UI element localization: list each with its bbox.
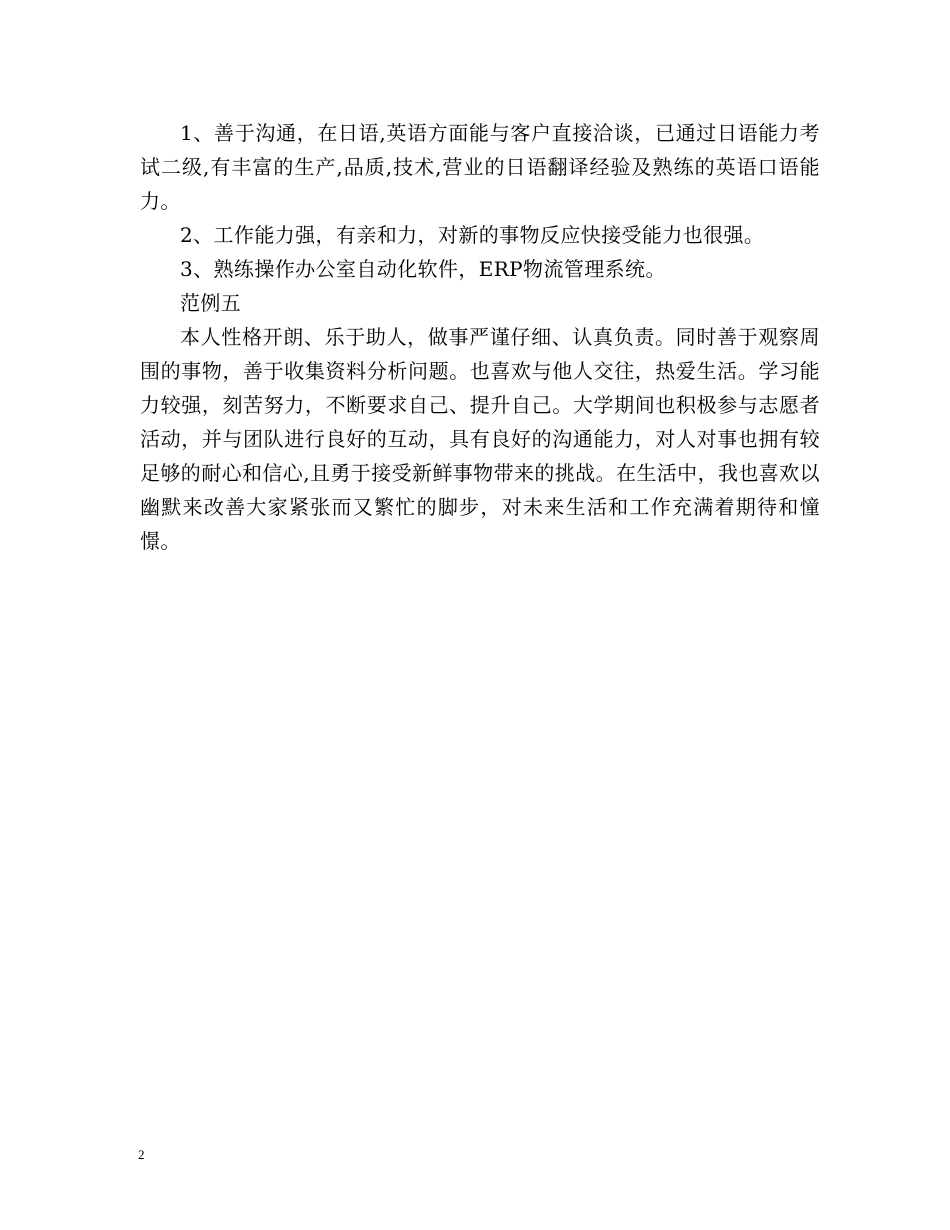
paragraph-skill-work-ability: 2、工作能力强，有亲和力，对新的事物反应快接受能力也很强。: [180, 223, 765, 247]
document-body: [140, 116, 820, 558]
section-heading: 范例五: [180, 291, 242, 315]
paragraph-skill-communication: 1、善于沟通，在日语,英语方面能与客户直接洽谈，已通过日语能力考试二级,有丰富的生产,品质,技术,营业的日语翻译经验及熟练的英语口语能力。: [140, 121, 820, 213]
paragraph-self-evaluation: 本人性格开朗、乐于助人，做事严谨仔细、认真负责。同时善于观察周围的事物，善于收集资料分析问题。也喜欢与他人交往，热爱生活。学习能力较强，刻苦努力，不断要求自己、提升自己。大学期间也积极参与志愿者活动，并与团队进行良好的互动，具有良好的沟通能力，对人对事也拥有较足够的耐心和信心,且勇于接受新鲜事物带来的挑战。在生活中，我也喜欢以幽默来改善大家紧张而又繁忙的脚步，对未来生活和工作充满着期待和憧憬。: [140, 325, 820, 553]
page-number: 2: [138, 1147, 145, 1162]
paragraph-skill-software: 3、熟练操作办公室自动化软件，ERP物流管理系统。: [180, 257, 666, 281]
